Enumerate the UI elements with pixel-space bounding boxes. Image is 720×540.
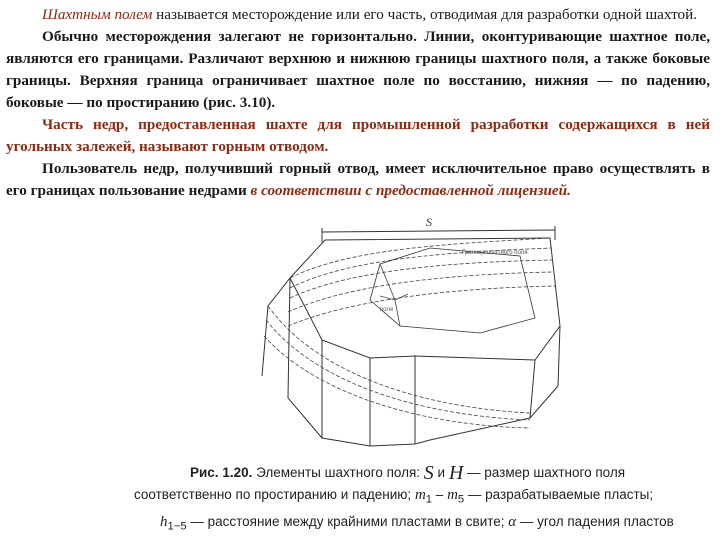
caption-and: и [433, 465, 449, 480]
paragraph-4 [6, 158, 710, 202]
symbol-m1: m [414, 487, 426, 503]
caption-text-1: Элементы шахтного поля: [252, 465, 424, 480]
caption-label: Рис. 1.20. [190, 465, 253, 480]
shaft-field-figure [230, 208, 575, 460]
seam-lines [264, 238, 556, 428]
term-shaft-field: Шахтным полем [42, 6, 153, 23]
figure-note: Граница шахтного поля [462, 250, 528, 256]
caption-line-3 [134, 511, 694, 538]
symbol-alpha: α [508, 513, 517, 530]
caption-text-3-end: — угол падения пластов [516, 513, 674, 529]
front-wall [288, 278, 430, 446]
subscript-1: 1 [425, 493, 433, 506]
paragraph-2-text: Линии, оконтуривающие шахтное поле, являются его границами. Различают верхнюю и нижнюю границы шахтного поля, а также боковые границы. Верхняя граница ограничивает шахтное поле по восстанию, нижняя — по падению, боковые — по простиранию (рис. 3.10). [6, 28, 711, 111]
body-text [6, 4, 710, 202]
paragraph-3-text: Часть недр, предоставленная шахте для промышленной разработки содержащихся в ней угольных залежей, называют горным отводом. [6, 116, 710, 155]
paragraph-4-text: Пользователь недр, получивший горный отвод, имеет исключительное право осуществлять в его границах пользование недрами [6, 160, 710, 199]
caption-line-2 [134, 484, 694, 511]
paragraph-1 [6, 4, 710, 26]
paragraph-2-lead: Обычно месторождения залегают не горизонтально. [42, 28, 425, 45]
symbol-m5: m [447, 487, 458, 503]
dimension-line-s [322, 230, 555, 232]
caption-text-1-end: — размер шахтного поля [463, 465, 626, 480]
symbol-h15: h [160, 513, 168, 530]
subscript-5: 5 [457, 493, 465, 506]
caption-text-3: — расстояние между крайними пластами в свите; [186, 513, 509, 529]
paragraph-1-text: называется месторождение или его часть, отводимая для разработки одной шахтой. [152, 6, 698, 23]
caption-text-2: соответственно по простиранию и падению; [134, 487, 415, 502]
symbol-s: S [423, 462, 434, 484]
symbol-h: H [448, 462, 464, 484]
paragraph-4-italic: в соответствии с предоставленной лицензией. [250, 182, 571, 199]
caption-line-1 [134, 462, 694, 484]
caption-dash: – [432, 487, 448, 502]
subscript-1-5: 1−5 [167, 520, 187, 533]
figure-note-2: поле [380, 307, 394, 313]
paragraph-2 [6, 26, 710, 114]
label-s: S [426, 215, 432, 229]
caption-text-2-end: — разрабатываемые пласты; [464, 487, 654, 502]
paragraph-3 [6, 114, 710, 158]
figure-caption [134, 462, 694, 537]
